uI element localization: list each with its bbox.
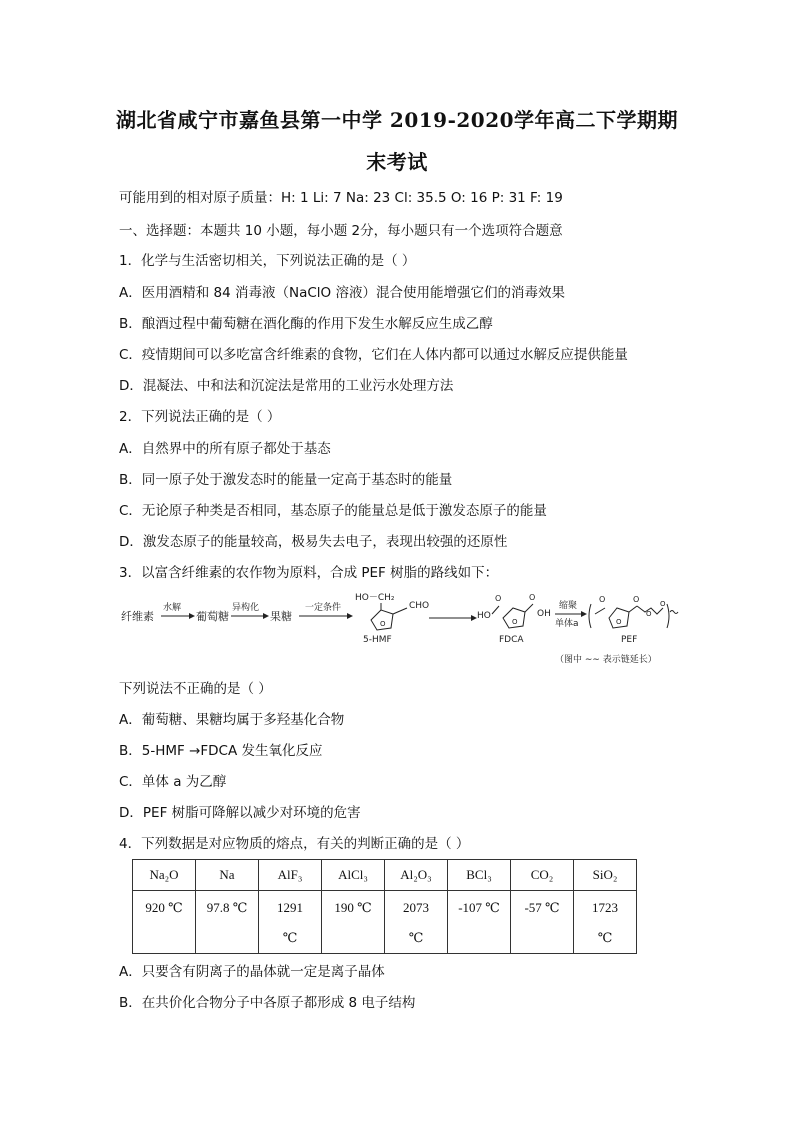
pef-bracket-left [589, 604, 591, 628]
pef-synthesis-scheme [119, 590, 679, 672]
fdca-bond-right [525, 604, 533, 612]
q3-option-b: B．5-HMF →FDCA 发生氧化反应 [119, 743, 323, 759]
q2-option-d: D．激发态原子的能量较高，极易失去电子，表现出较强的还原性 [119, 534, 508, 550]
exam-title-line1: 湖北省咸宁市嘉鱼县第一中学 2019-2020学年高二下学期期 [115, 108, 679, 132]
q3-option-c: C．单体 a 为乙醇 [119, 774, 227, 790]
q4-option-b: B．在共价化合物分子中各原子都形成 8 电子结构 [119, 995, 416, 1011]
q1-stem: 1．化学与生活密切相关，下列说法正确的是（ ） [119, 253, 416, 269]
table-header-cell: AlCl₃ [322, 860, 385, 891]
scheme-note: （图中 ∼∼ 表示链延长） [555, 655, 657, 665]
fdca-label: FDCA [499, 635, 524, 645]
value-line1: -107 ℃ [458, 900, 500, 915]
value-line1: 2073 [403, 900, 429, 915]
value-line2: ℃ [282, 930, 298, 945]
table-value-cell [322, 891, 385, 954]
value-line1: 1291 [277, 900, 303, 915]
hmf-cho: CHO [409, 601, 430, 611]
arrowhead-hydrolysis [189, 613, 195, 619]
value-line1: -57 ℃ [524, 900, 560, 915]
pef-bond-1 [595, 608, 605, 614]
section-heading: 一、选择题：本题共 10 小题，每小题 2分，每小题只有一个选项符合题意 [119, 223, 563, 239]
value-line1: 1723 [592, 900, 618, 915]
q1-option-b: B．酿酒过程中葡萄糖在酒化酶的作用下发生水解反应生成乙醇 [119, 316, 493, 332]
arrowhead-condition [347, 613, 353, 619]
fdca-bond-left [492, 606, 499, 614]
table-header-cell: Na₂O [133, 860, 196, 891]
pef-ester-oxygen-2: O [660, 600, 666, 608]
pef-carbonyl-left: O [599, 595, 606, 604]
scheme-condition-label: 一定条件 [305, 603, 342, 613]
q1-option-d: D．混凝法、中和法和沉淀法是常用的工业污水处理方法 [119, 378, 454, 394]
table-header-cell: BCl₃ [448, 860, 511, 891]
table-value-cell [259, 891, 322, 954]
fdca-ring-oxygen: O [512, 618, 518, 626]
table-header-cell: AlF₃ [259, 860, 322, 891]
scheme-monomer-label: 单体a [555, 619, 579, 629]
table-value-cell [196, 891, 259, 954]
scheme-isomerize-label: 异构化 [232, 603, 260, 613]
pef-ester-oxygen-1: O [646, 610, 652, 618]
fdca-carbonyl-left: O [495, 594, 502, 603]
value-line1: 920 ℃ [145, 900, 183, 915]
fdca-carbonyl-right: O [529, 593, 536, 602]
table-header-row [133, 860, 637, 891]
scheme-fructose: 果糖 [270, 610, 292, 623]
arrowhead-isomerize [263, 613, 269, 619]
pef-bond-2 [629, 606, 637, 612]
melting-point-table [132, 859, 637, 954]
q2-option-b: B．同一原子处于激发态时的能量一定高于基态时的能量 [119, 472, 453, 488]
table-value-row [133, 891, 637, 954]
table-header-cell: CO₂ [511, 860, 574, 891]
q2-stem: 2．下列说法正确的是（ ） [119, 409, 281, 425]
pef-carbonyl-right: O [633, 595, 640, 604]
table-value-cell [574, 891, 637, 954]
hmf-bond-cho [393, 608, 407, 614]
hmf-label: 5-HMF [363, 635, 392, 645]
q3-option-d: D．PEF 树脂可降解以减少对环境的危害 [119, 805, 361, 821]
table-header-cell: Na [196, 860, 259, 891]
pef-bracket-right [667, 604, 669, 628]
pef-label: PEF [621, 635, 638, 645]
value-line1: 190 ℃ [334, 900, 372, 915]
pef-ring-oxygen: O [616, 618, 622, 626]
table-header-cell: Al₂O₃ [385, 860, 448, 891]
q2-option-c: C．无论原子种类是否相同，基态原子的能量总是低于激发态原子的能量 [119, 503, 547, 519]
scheme-glucose: 葡萄糖 [196, 610, 229, 623]
q3-option-a: A．葡萄糖、果糖均属于多羟基化合物 [119, 712, 345, 728]
q1-option-a: A．医用酒精和 84 消毒液（NaClO 溶液）混合使用能增强它们的消毒效果 [119, 285, 565, 301]
table-value-cell [133, 891, 196, 954]
hmf-ring-oxygen: O [380, 620, 386, 628]
value-line2: ℃ [408, 930, 424, 945]
arrowhead-polycondense [581, 611, 587, 617]
q4-stem: 4．下列数据是对应物质的熔点，有关的判断正确的是（ ） [119, 836, 470, 852]
scheme-cellulose: 纤维素 [121, 610, 154, 623]
table-value-cell [385, 891, 448, 954]
q4-option-a: A．只要含有阴离子的晶体就一定是离子晶体 [119, 964, 385, 980]
value-line2: ℃ [597, 930, 613, 945]
q1-option-c: C．疫情期间可以多吃富含纤维素的食物，它们在人体内都可以通过水解反应提供能量 [119, 347, 628, 363]
q3-stem: 3．以富含纤维素的农作物为原料，合成 PEF 树脂的路线如下： [119, 565, 499, 581]
scheme-polycondense-label: 缩聚 [559, 601, 578, 611]
fdca-ho: HO [477, 611, 491, 621]
table-value-cell [511, 891, 574, 954]
exam-title-line2: 末考试 [366, 150, 428, 174]
pef-chain-extension [670, 611, 678, 614]
fdca-oh: OH [537, 609, 551, 619]
scheme-hydrolysis-label: 水解 [163, 603, 182, 613]
value-line1: 97.8 ℃ [206, 900, 248, 915]
atomic-mass-line: 可能用到的相对原子质量：H: 1 Li: 7 Na: 23 Cl: 35.5 O: 16 P: 31 F: 19 [119, 190, 563, 206]
hmf-hydroxymethyl: HO－CH₂ [355, 593, 395, 603]
q2-option-a: A．自然界中的所有原子都处于基态 [119, 441, 331, 457]
table-header-cell: SiO₂ [574, 860, 637, 891]
q3-sub-stem: 下列说法不正确的是（ ） [119, 681, 272, 697]
table-value-cell [448, 891, 511, 954]
